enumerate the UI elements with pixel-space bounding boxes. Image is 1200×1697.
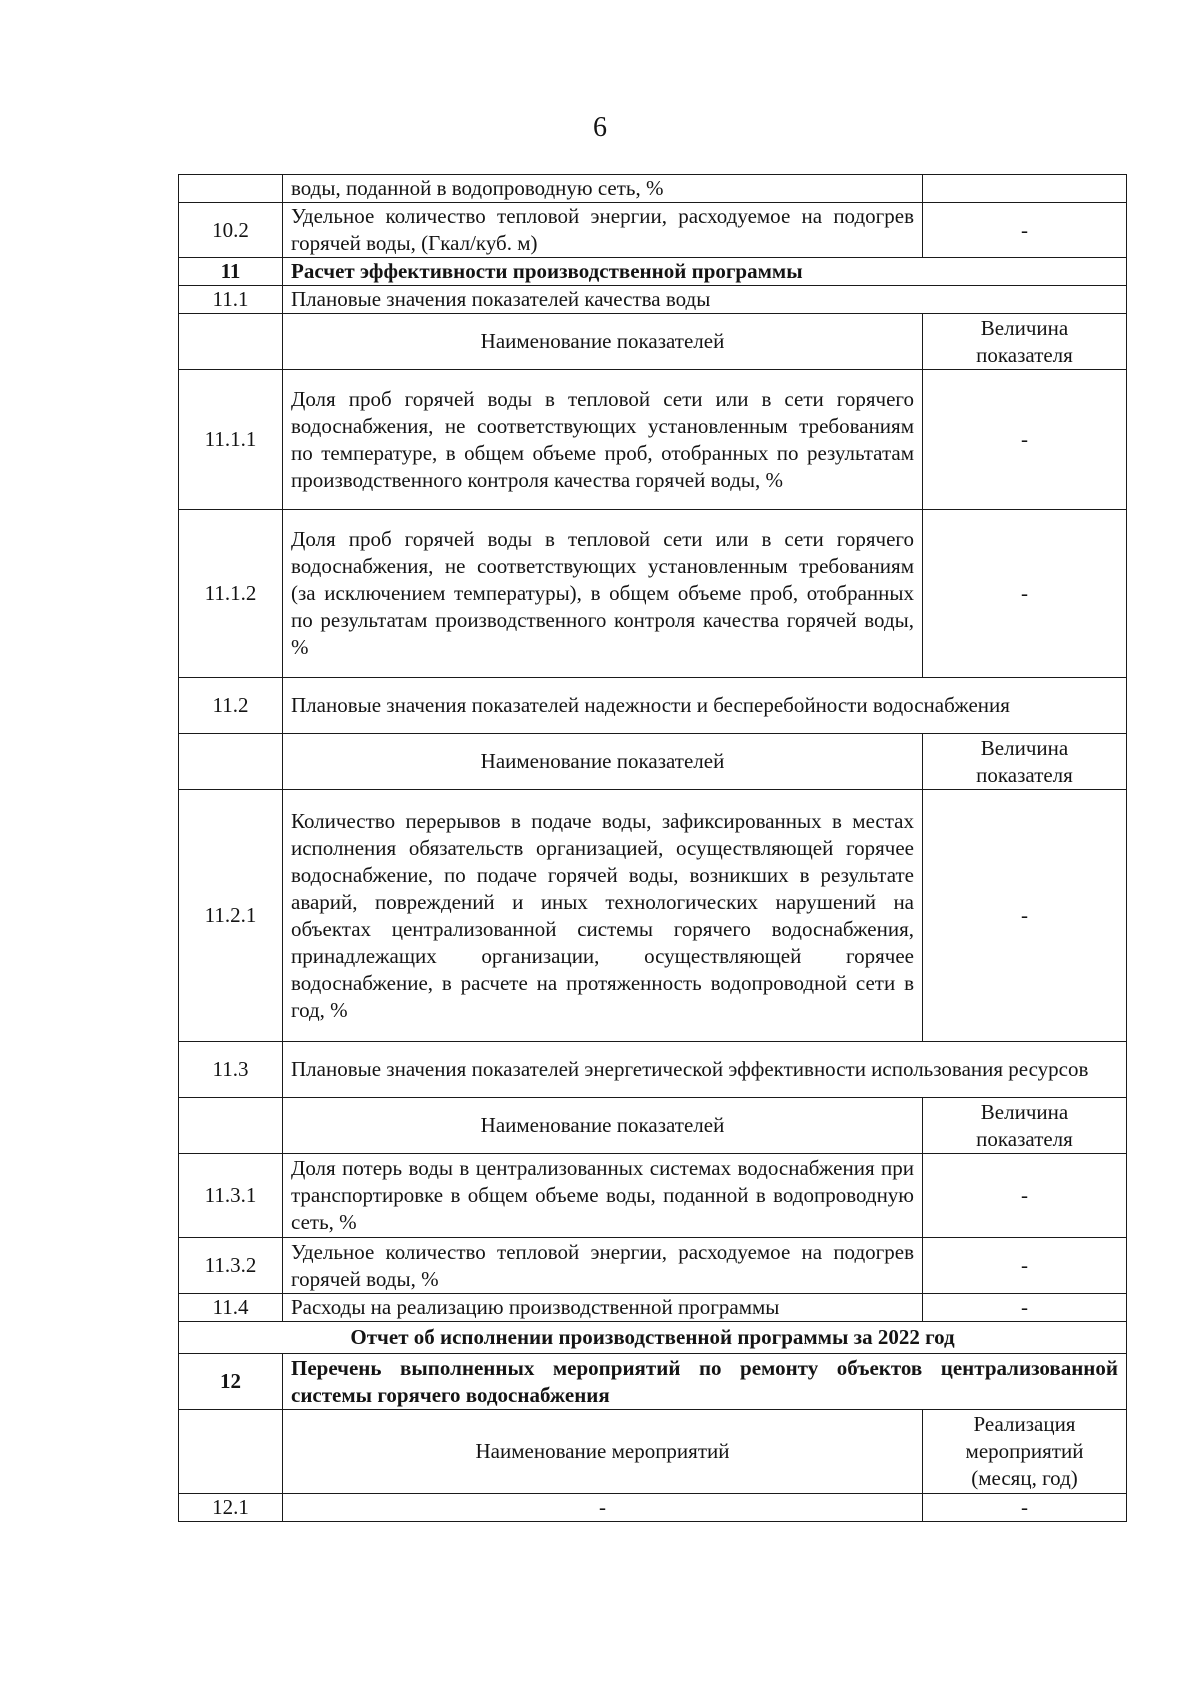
table-row — [179, 175, 1127, 203]
row-value: - — [923, 510, 1127, 678]
section-row — [179, 286, 1127, 314]
row-value — [923, 175, 1127, 203]
row-number: 12 — [179, 1354, 283, 1410]
table-row — [179, 1154, 1127, 1238]
row-number: 11.1 — [179, 286, 283, 314]
header-row — [179, 734, 1127, 790]
header-value: Реализация мероприятий (месяц, год) — [923, 1410, 1127, 1494]
row-number: 11.1.1 — [179, 370, 283, 510]
section-row — [179, 1354, 1127, 1410]
section-row — [179, 1042, 1127, 1098]
header-row — [179, 1410, 1127, 1494]
header-name: Наименование показателей — [283, 734, 923, 790]
row-value: - — [923, 1294, 1127, 1322]
row-number: 11.3 — [179, 1042, 283, 1098]
row-value: - — [923, 1154, 1127, 1238]
header-name: Наименование показателей — [283, 314, 923, 370]
table-row — [179, 1238, 1127, 1294]
row-number: 11.3.2 — [179, 1238, 283, 1294]
row-text: Удельное количество тепловой энергии, расходуемое на подогрев горячей воды, (Гкал/куб. м) — [283, 203, 923, 258]
row-number: 11 — [179, 258, 283, 286]
table-row — [179, 510, 1127, 678]
table-row — [179, 203, 1127, 258]
table-row — [179, 1294, 1127, 1322]
row-value: - — [923, 203, 1127, 258]
section-title: Перечень выполненных мероприятий по ремонту объектов централизованной системы горячего водоснабжения — [283, 1354, 1127, 1410]
header-value: Величина показателя — [923, 1098, 1127, 1154]
indicators-table — [178, 174, 1127, 1522]
header-value: Величина показателя — [923, 314, 1127, 370]
row-text: Количество перерывов в подаче воды, зафиксированных в местах исполнения обязательств организацией, осуществляющей горячее водоснабжение, по подаче горячей воды, возникших в результате аварий, повреждений и иных технологических нарушений на объектах централизованной системы горячего водоснабжения, принадлежащих организации, осуществляющей горячее водоснабжение, в расчете на протяженность водопроводной сети в год, % — [283, 790, 923, 1042]
row-text: Расходы на реализацию производственной программы — [283, 1294, 923, 1322]
section-row — [179, 258, 1127, 286]
row-value: - — [923, 790, 1127, 1042]
table-row — [179, 370, 1127, 510]
row-text: - — [283, 1494, 923, 1522]
row-value: - — [923, 1494, 1127, 1522]
row-number: 10.2 — [179, 203, 283, 258]
row-text: Доля проб горячей воды в тепловой сети или в сети горячего водоснабжения, не соответствующих установленным требованиям (за исключением температуры), в общем объеме проб, отобранных по результатам производственного контроля качества горячей воды, % — [283, 510, 923, 678]
row-value: - — [923, 1238, 1127, 1294]
row-number: 11.1.2 — [179, 510, 283, 678]
row-text: воды, поданной в водопроводную сеть, % — [283, 175, 923, 203]
section-title: Плановые значения показателей качества воды — [283, 286, 1127, 314]
row-number — [179, 734, 283, 790]
report-title: Отчет об исполнении производственной программы за 2022 год — [179, 1322, 1127, 1354]
table-row — [179, 1494, 1127, 1522]
section-row — [179, 678, 1127, 734]
row-number: 11.3.1 — [179, 1154, 283, 1238]
header-row — [179, 314, 1127, 370]
section-title: Плановые значения показателей энергетической эффективности использования ресурсов — [283, 1042, 1127, 1098]
header-row — [179, 1098, 1127, 1154]
row-number: 11.2 — [179, 678, 283, 734]
header-name: Наименование показателей — [283, 1098, 923, 1154]
section-title: Расчет эффективности производственной программы — [283, 258, 1127, 286]
row-number — [179, 175, 283, 203]
section-title: Плановые значения показателей надежности и бесперебойности водоснабжения — [283, 678, 1127, 734]
row-number — [179, 1410, 283, 1494]
row-number: 12.1 — [179, 1494, 283, 1522]
row-number — [179, 1098, 283, 1154]
page-number: 6 — [593, 112, 607, 143]
row-text: Доля потерь воды в централизованных системах водоснабжения при транспортировке в общем объеме воды, поданной в водопроводную сеть, % — [283, 1154, 923, 1238]
row-text: Удельное количество тепловой энергии, расходуемое на подогрев горячей воды, % — [283, 1238, 923, 1294]
row-value: - — [923, 370, 1127, 510]
table-row — [179, 790, 1127, 1042]
row-number: 11.4 — [179, 1294, 283, 1322]
row-text: Доля проб горячей воды в тепловой сети или в сети горячего водоснабжения, не соответствующих установленным требованиям по температуре, в общем объеме проб, отобранных по результатам производственного контроля качества горячей воды, % — [283, 370, 923, 510]
row-number: 11.2.1 — [179, 790, 283, 1042]
header-value: Величина показателя — [923, 734, 1127, 790]
row-number — [179, 314, 283, 370]
header-name: Наименование мероприятий — [283, 1410, 923, 1494]
report-title-row — [179, 1322, 1127, 1354]
